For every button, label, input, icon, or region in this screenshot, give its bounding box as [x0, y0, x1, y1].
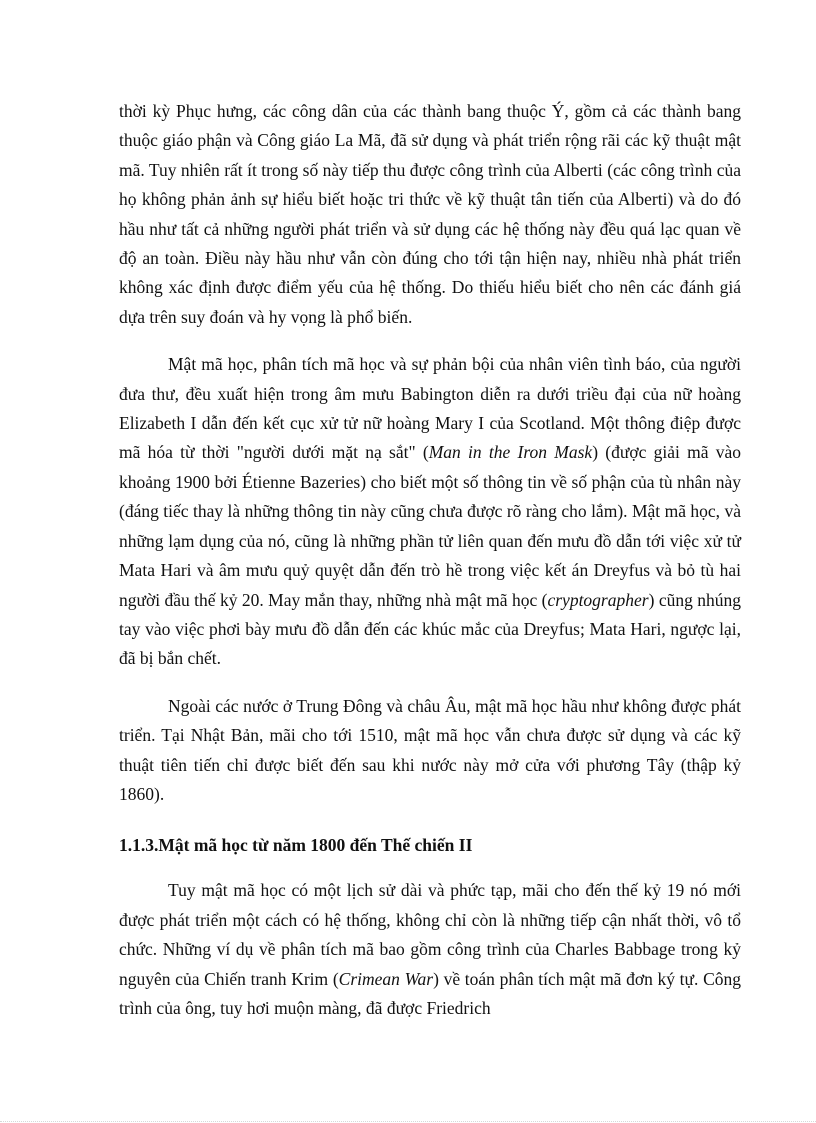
paragraph-japan — [119, 692, 741, 810]
document-page — [119, 97, 741, 1023]
text-run: Tuy mật mã học có một lịch sử dài và phức tạp, mãi cho đến thế kỷ 19 nó mới được phát triển một cách có hệ thống, không chỉ còn là những tiếp cận nhất thời, vô tổ chức. Những ví dụ về phân tích mã bao gồm công trình của Charles Babbage trong kỷ nguyên của Chiến tranh Krim ( — [119, 880, 741, 989]
italic-term: Crimean War — [338, 968, 434, 989]
paragraph-renaissance — [119, 97, 741, 332]
text-run: ) về toán phân tích mật mã đơn ký tự. Công trình của ông, tuy hơi muộn màng, đã được Friedrich — [119, 968, 741, 1018]
text-run: ) cũng nhúng tay vào việc phơi bày mưu đồ dẫn đến các khúc mắc của Dreyfus; Mata Hari, ngược lại, đã bị bắn chết. — [119, 589, 741, 669]
text-run: ) (được giải mã vào khoảng 1900 bởi Étienne Bazeries) cho biết một số thông tin về số phận của tù nhân này (đáng tiếc thay là những thông tin này cũng chưa được rõ ràng cho lắm). Mật mã học, và những lạm dụng của nó, cũng là những phần tử liên quan đến mưu đồ dẫn tới việc xử tử Mata Hari và âm mưu quỷ quyệt dẫn đến trò hề trong việc kết án Dreyfus và bỏ tù hai người đầu thế kỷ 20. May mắn thay, những nhà mật mã học ( — [119, 442, 741, 610]
text-run: Mật mã học, phân tích mã học và sự phản bội của nhân viên tình báo, của người đưa thư, đều xuất hiện trong âm mưu Babington diễn ra dưới triều đại của nữ hoàng Elizabeth I dẫn đến kết cục xử tử nữ hoàng Mary I của Scotland. Một thông điệp được mã hóa từ thời "người dưới mặt nạ sắt" ( — [119, 354, 741, 463]
text-run: thời kỳ Phục hưng, các công dân của các thành bang thuộc Ý, gồm cả các thành bang thuộc giáo phận và Công giáo La Mã, đã sử dụng và phát triển rộng rãi các kỹ thuật mật mã. Tuy nhiên rất ít trong số này tiếp thu được công trình của Alberti (các công trình của họ không phản ảnh sự hiểu biết hoặc tri thức về kỹ thuật tân tiến của Alberti) và do đó hầu như tất cả những người phát triển và sử dụng các hệ thống này đều quá lạc quan về độ an toàn. Điều này hầu như vẫn còn đúng cho tới tận hiện nay, nhiều nhà phát triển không xác định được điểm yếu của hệ thống. Do thiếu hiểu biết cho nên các đánh giá dựa trên suy đoán và hy vọng là phổ biến. — [119, 101, 741, 327]
italic-term: cryptographer — [547, 589, 649, 610]
paragraph-19th-century — [119, 876, 741, 1023]
section-heading: 1.1.3.Mật mã học từ năm 1800 đến Thế chiến II — [119, 835, 473, 856]
paragraph-babington — [119, 350, 741, 673]
text-run: Ngoài các nước ở Trung Đông và châu Âu, mật mã học hầu như không được phát triển. Tại Nhật Bản, mãi cho tới 1510, mật mã học vẫn chưa được sử dụng và các kỹ thuật tiên tiến chỉ được biết đến sau khi nước này mở cửa với phương Tây (thập kỷ 1860). — [119, 695, 741, 804]
italic-term: Man in the Iron Mask — [428, 442, 593, 463]
